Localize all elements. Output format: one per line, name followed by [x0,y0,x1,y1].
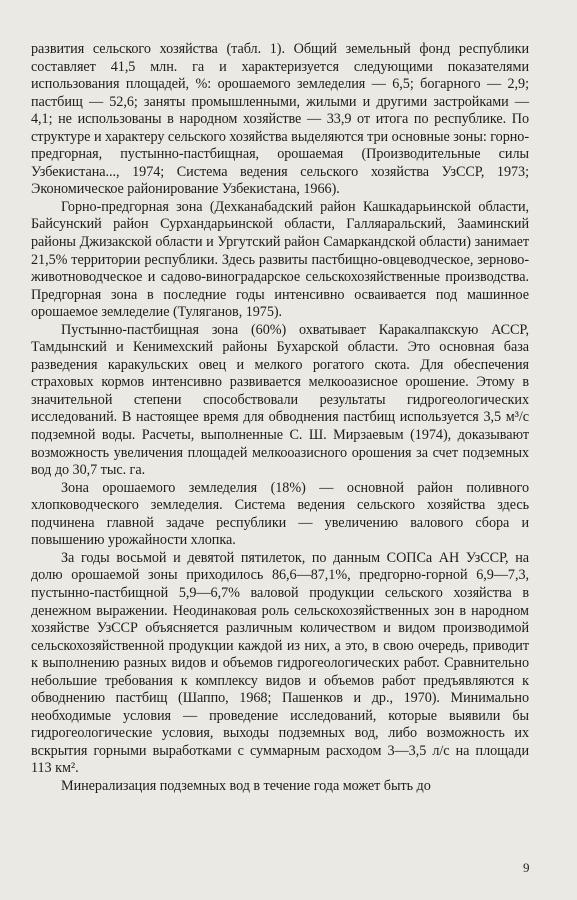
body-text [31,41,529,796]
paragraph-five-year-plans: За годы восьмой и девятой пятилеток, по данным СОПСа АН УзССР, на долю орошаемой зоны приходилось 86,6—87,1%, предгорно-горной 6,9—7,3, пустынно-пастбищной 5,9—6,7% валовой продукции сельского хозяйства в денежном выражении. Неодинаковая роль сельскохозяйственных зон в народном хозяйстве УзССР объясняется различным количеством и видом производимой сельскохозяйственной продукции каждой из них, а это, в свою очередь, приводит к выполнению разных видов и объемов гидрогеологических работ. Сравнительно небольшие требования к комплексу видов и объемов работ предъявляются к обводнению пастбищ (Шаппо, 1968; Пашенков и др., 1970). Минимально необходимые условия — проведение исследований, которые выявили бы гидрогеологические условия, выходы подземных вод, либо возможность их вскрытия горными выработками с суммарным расходом 3—3,5 л/с на площади 113 км². [31,549,529,777]
paragraph-intro-continued: развития сельского хозяйства (табл. 1). Общий земельный фонд республики составляет 41,5 млн. га и характеризуется следующими показателями использования площадей, %: орошаемого земледелия — 6,5; богарного — 2,9; пастбищ — 52,6; заняты промышленными, жилыми и другими застройками — 4,1; не использованы в народном хозяйстве — 33,9 от итога по республике. По структуре и характеру сельского хозяйства выделяются три основные зоны: горно-предгорная, пустынно-пастбищная, орошаемая (Производительные силы Узбекистана..., 1974; Система ведения сельского хозяйства УзССР, 1973; Экономическое районирование Узбекистана, 1966). [31,41,529,198]
paragraph-mineralization: Минерализация подземных вод в течение года может быть до [61,777,431,794]
page-number: 9 [523,860,530,875]
paragraph-desert-pasture-zone: Пустынно-пастбищная зона (60%) охватывает Каракалпакскую АССР, Тамдынский и Кенимехский районы Бухарской области. Это основная база разведения каракульских овец и мелкого рогатого скота. Для обеспечения страховых кормов интенсивно развивается мелкооазисное орошение. Этому в значительной степени способствовали результаты гидрогеологических исследований. В настоящее время для обводнения пастбищ используется 3,5 м³/с подземной воды. Расчеты, выполненные С. Ш. Мирзаевым (1974), доказывают возможность увеличения площадей мелкооазисного орошения за счет подземных вод до 30,7 тыс. га. [31,321,529,479]
paragraph-mountain-foothill-zone: Горно-предгорная зона (Дехканабадский район Кашкадарьинской области, Байсунский район Сурхандарьинской области, Галляаральский, Зааминский районы Джизакской области и Ургутский район Самаркандской области) занимает 21,5% территории республики. Здесь развиты пастбищно-овцеводческое, зерново-животноводческое и садово-виноградарское сельскохозяйственные производства. Предгорная зона в последние годы интенсивно осваивается под машинное орошаемое земледелие (Туляганов, 1975). [31,198,529,321]
paragraph-irrigated-zone: Зона орошаемого земледелия (18%) — основной район поливного хлопководческого земледелия. Система ведения сельского хозяйства здесь подчинена главной задаче республики — увеличению валового сбора и повышению урожайности хлопка. [31,479,529,549]
